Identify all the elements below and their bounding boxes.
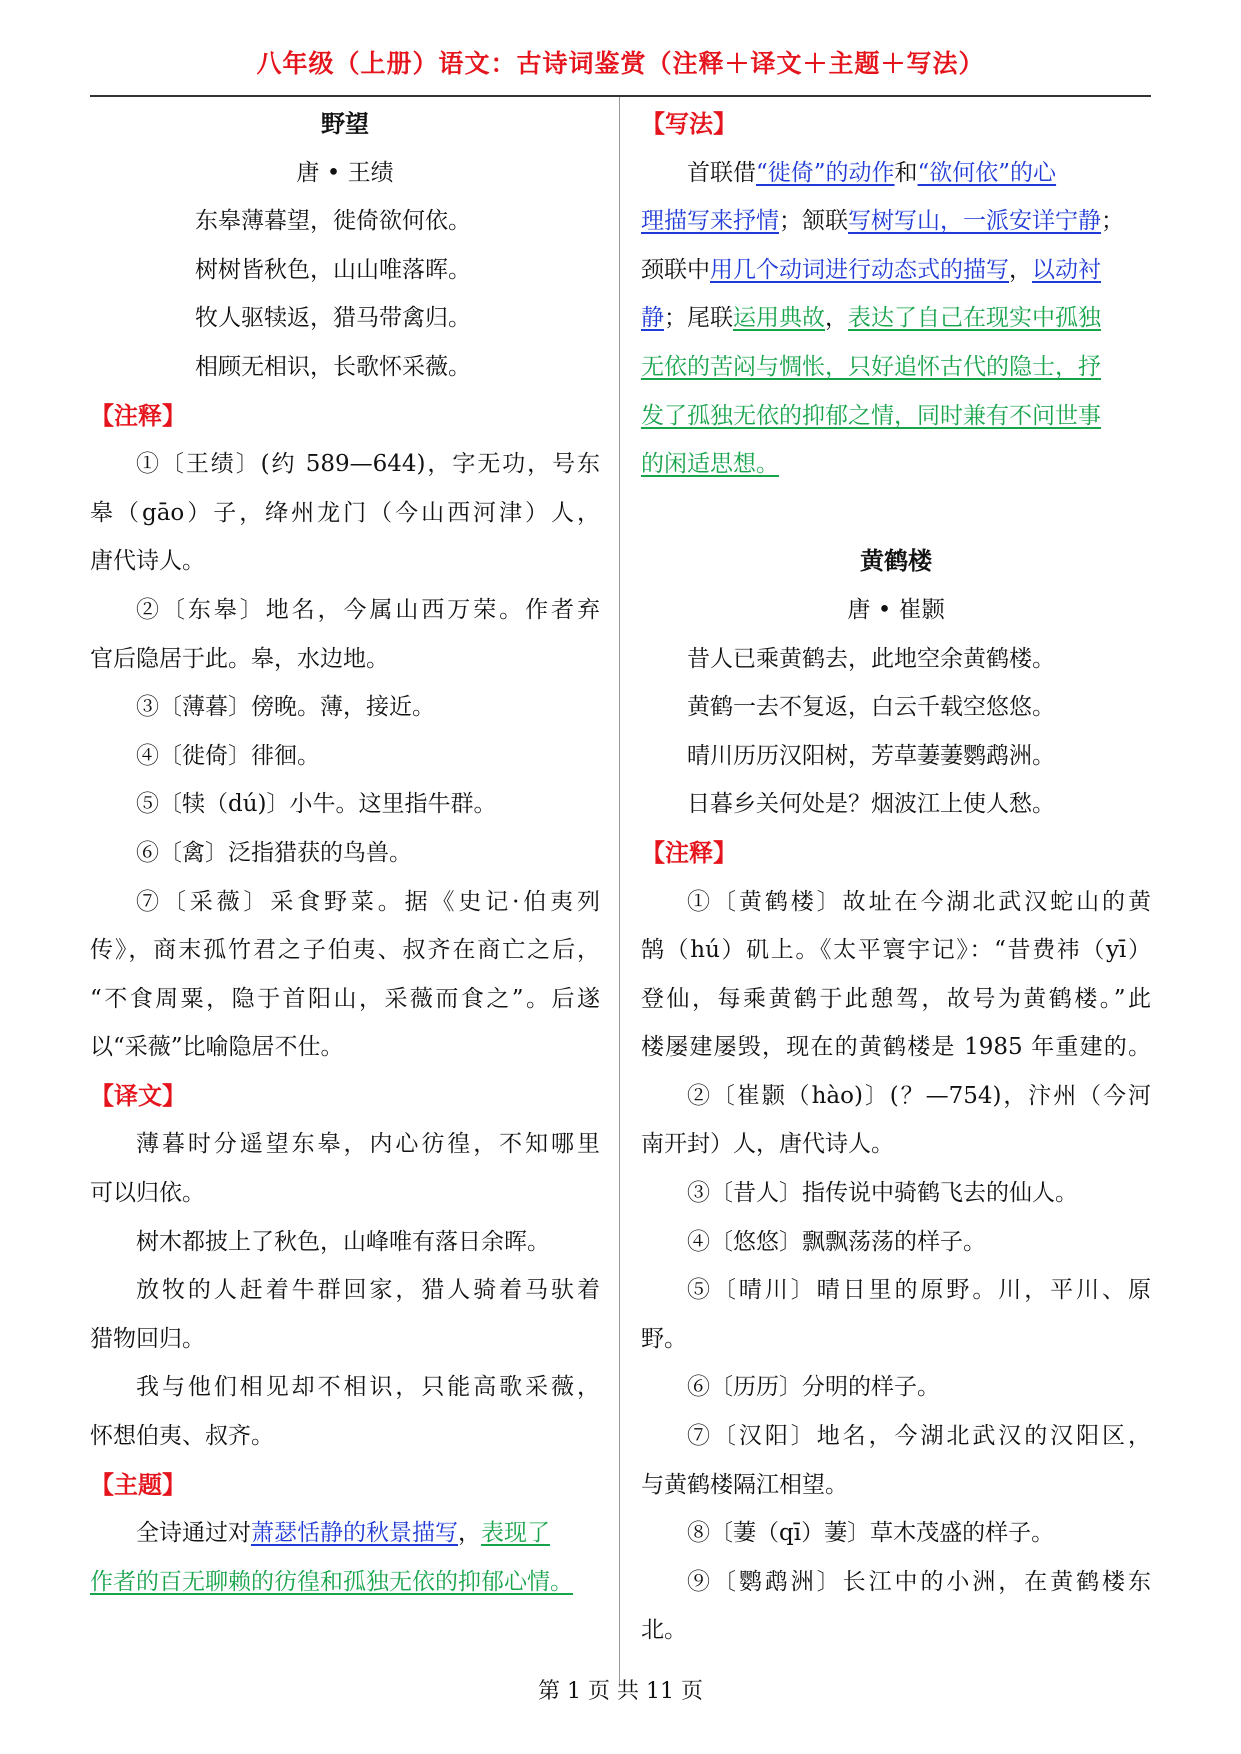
note-line: ⑧〔萋（qī）萋〕草木茂盛的样子。 [687,1520,1055,1547]
poem-title-yewang: 野望 [321,110,369,138]
poem-line: 昔人已乘黄鹤去，此地空余黄鹤楼。 [687,645,1055,672]
poem-line: 东皋薄暮望，徙倚欲何依。 [195,208,471,235]
poem-line: 相顾无相识，长歌怀采薇。 [195,353,471,380]
writing-line [641,343,1151,392]
writing-highlight-blue: 静 [641,305,664,332]
writing-text: ； [1101,208,1124,235]
column-divider [619,97,620,1687]
translation-line: 可以归依。 [90,1180,205,1207]
writing-heading: 【写法】 [641,110,737,138]
writing-text: ；颔联 [779,208,848,235]
note-line: 鹄（hú）矶上。《太平寰宇记》：“昔费祎（yī） [641,937,1151,964]
page-header-title: 八年级（上册）语文：古诗词鉴赏（注释＋译文＋主题＋写法） [256,49,985,78]
note-line: 唐代诗人。 [90,548,205,575]
page-number: 第 1 页 共 11 页 [538,1679,703,1704]
writing-line [641,440,1151,489]
writing-text: ， [1009,256,1032,283]
translation-line: 我与他们相见却不相识，只能高歌采薇， [136,1374,600,1401]
note-line: ⑥〔禽〕泛指猎获的鸟兽。 [136,839,412,866]
writing-highlight-blue: “欲何依”的心 [917,159,1057,186]
note-line: ⑦〔汉阳〕地名，今湖北武汉的汉阳区， [687,1423,1151,1450]
note-line: ①〔王绩〕(约 589—644)，字无功，号东 [136,451,600,478]
note-line: 传》，商末孤竹君之子伯夷、叔齐在商亡之后， [90,937,600,964]
notes-heading: 【注释】 [90,401,186,430]
note-line: ⑤〔晴川〕晴日里的原野。川，平川、原 [687,1277,1151,1304]
note-line: ⑤〔犊（dú)〕小牛。这里指牛群。 [136,791,497,818]
writing-text: ， [825,305,848,332]
writing-highlight-blue: “徙倚”的动作 [756,159,895,186]
translation-line: 怀想伯夷、叔齐。 [90,1423,274,1450]
writing-highlight-green: 无依的苦闷与惆怅，只好追怀古代的隐士，抒 [641,353,1101,380]
writing-text: 和 [894,159,918,186]
translation-line: 猎物回归。 [90,1325,205,1352]
note-line: 皋（gāo）子，绛州龙门（今山西河津）人， [90,499,600,526]
writing-line [641,197,1151,246]
writing-highlight-blue: 用几个动词进行动态式的描写 [710,256,1009,283]
left-column [90,100,600,1606]
note-line: ③〔昔人〕指传说中骑鹤飞去的仙人。 [687,1180,1078,1207]
translation-heading: 【译文】 [90,1081,186,1110]
poem-line: 黄鹤一去不复返，白云千载空悠悠。 [687,694,1055,721]
note-line: 楼屡建屡毁，现在的黄鹤楼是 1985 年重建的。 [641,1034,1151,1061]
note-line: ⑥〔历历〕分明的样子。 [687,1374,940,1401]
note-line: ④〔徙倚〕徘徊。 [136,742,320,769]
note-line: ⑦〔采薇〕采食野菜。据《史记·伯夷列 [136,888,600,915]
writing-highlight-blue: 以动衬 [1032,256,1101,283]
translation-line: 放牧的人赶着牛群回家，猎人骑着马驮着 [136,1277,600,1304]
note-line: 以“采薇”比喻隐居不仕。 [90,1034,344,1061]
note-line: 北。 [641,1617,687,1644]
notes-heading: 【注释】 [641,838,737,867]
theme-line [90,1509,600,1558]
theme-highlight-green: 表现了 [481,1520,550,1547]
writing-line [641,294,1151,343]
note-line: ④〔悠悠〕飘飘荡荡的样子。 [687,1228,986,1255]
writing-text: ；尾联 [664,305,733,332]
note-line: 官后隐居于此。皋，水边地。 [90,645,389,672]
theme-intro: 全诗通过对 [136,1520,251,1547]
note-line: ①〔黄鹤楼〕故址在今湖北武汉蛇山的黄 [687,888,1151,915]
poem-line: 晴川历历汉阳树，芳草萋萋鹦鹉洲。 [687,742,1055,769]
theme-highlight-blue: 萧瑟恬静的秋景描写 [251,1520,458,1547]
note-line: ②〔崔颢（hào)〕(？—754)，汴州（今河 [687,1082,1151,1109]
theme-line [90,1558,600,1607]
note-line: 与黄鹤楼隔江相望。 [641,1471,848,1498]
poem-author-yewang: 唐 • 王绩 [296,159,394,186]
right-column [641,100,1151,1655]
note-line: ⑨〔鹦鹉洲〕长江中的小洲，在黄鹤楼东 [687,1568,1151,1595]
theme-highlight-green: 作者的百无聊赖的彷徨和孤独无依的抑郁心情。 [90,1568,573,1595]
poem-title-huanghelou: 黄鹤楼 [860,547,932,576]
theme-comma: ， [458,1520,481,1547]
note-line: ②〔东皋〕地名，今属山西万荣。作者弃 [136,596,600,623]
note-line: ③〔薄暮〕傍晚。薄，接近。 [136,694,435,721]
writing-text: 颈联中 [641,256,710,283]
poem-author-huanghelou: 唐 • 崔颢 [847,596,945,623]
note-line: “不食周粟，隐于首阳山，采薇而食之”。后遂 [90,985,600,1012]
note-line: 南开封）人，唐代诗人。 [641,1131,894,1158]
header-rule [90,95,1151,97]
writing-line [641,246,1151,295]
spacer [641,489,1151,538]
translation-line: 树木都披上了秋色，山峰唯有落日余晖。 [136,1228,550,1255]
poem-line: 牧人驱犊返，猎马带禽归。 [195,305,471,332]
poem-line: 树树皆秋色，山山唯落晖。 [195,256,471,283]
writing-highlight-blue: 写树写山，一派安详宁静 [848,208,1101,235]
writing-line [641,149,1151,198]
theme-heading: 【主题】 [90,1470,186,1499]
writing-highlight-blue: 理描写来抒情 [641,208,779,235]
writing-text: 首联借 [687,159,756,186]
writing-highlight-green: 运用典故 [733,305,825,332]
writing-highlight-green: 表达了自己在现实中孤独 [848,305,1101,332]
writing-line [641,392,1151,441]
poem-line: 日暮乡关何处是？烟波江上使人愁。 [687,791,1055,818]
translation-line: 薄暮时分遥望东皋，内心彷徨，不知哪里 [136,1131,600,1158]
note-line: 登仙，每乘黄鹤于此憩驾，故号为黄鹤楼。”此 [641,985,1151,1012]
writing-highlight-green: 的闲适思想。 [641,451,779,478]
note-line: 野。 [641,1325,687,1352]
writing-highlight-green: 发了孤独无依的抑郁之情，同时兼有不问世事 [641,402,1101,429]
